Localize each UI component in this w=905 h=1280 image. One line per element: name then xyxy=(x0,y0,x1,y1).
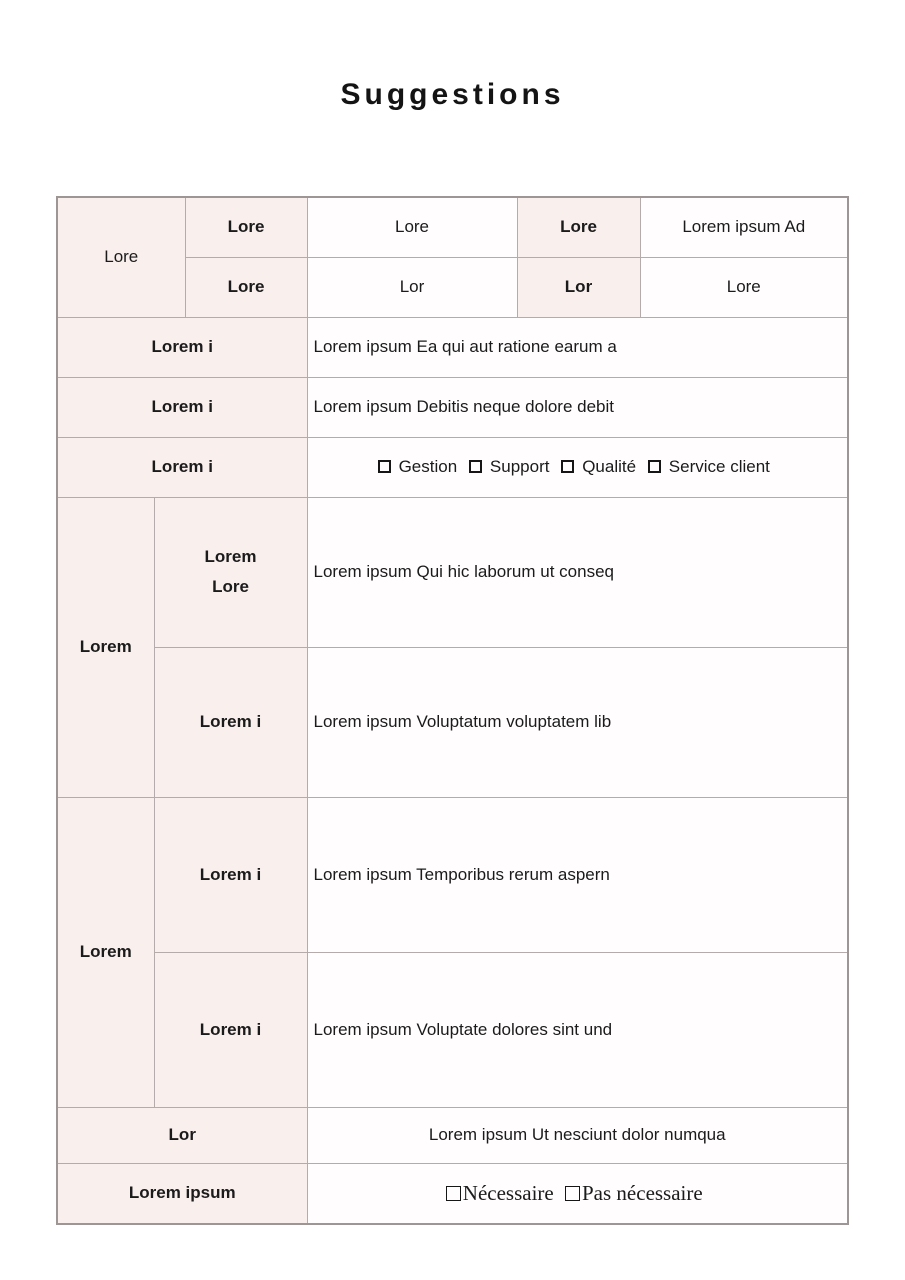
section-label-line: Lore xyxy=(212,577,249,596)
decision-option-label: Pas nécessaire xyxy=(582,1180,703,1205)
row-value-cell: Lorem ipsum Ea qui aut ratione earum a xyxy=(307,317,848,377)
section-group-cell: Lorem xyxy=(57,797,154,1107)
checkbox-qualite-icon[interactable] xyxy=(561,460,574,473)
checkbox-row xyxy=(57,437,848,497)
header-value-cell: Lore xyxy=(307,197,517,257)
section-row xyxy=(57,497,848,647)
header-label-cell: Lore xyxy=(185,257,307,317)
checkbox-option-label: Qualité xyxy=(582,457,637,476)
row-label-cell: Lorem ipsum xyxy=(57,1163,307,1224)
checkbox-service-client-icon[interactable] xyxy=(648,460,661,473)
section-label-cell xyxy=(154,497,307,647)
row-value-cell: Lorem ipsum Ut nesciunt dolor numqua xyxy=(307,1107,848,1163)
header-value-cell: Lore xyxy=(640,257,848,317)
checkbox-option-label: Support xyxy=(489,457,550,476)
decision-option-necessaire xyxy=(446,1181,554,1205)
table-row xyxy=(57,317,848,377)
checkbox-option-service-client xyxy=(648,457,770,476)
table-row xyxy=(57,1107,848,1163)
section-value-cell: Lorem ipsum Temporibus rerum aspern xyxy=(307,797,848,952)
header-label-cell: Lore xyxy=(517,197,640,257)
section-value-cell: Lorem ipsum Qui hic laborum ut conseq xyxy=(307,497,848,647)
checkbox-option-label: Service client xyxy=(668,457,770,476)
header-label-cell: Lor xyxy=(517,257,640,317)
header-corner-cell: Lore xyxy=(57,197,185,317)
row-label-cell: Lor xyxy=(57,1107,307,1163)
section-value-cell: Lorem ipsum Voluptatum voluptatem lib xyxy=(307,647,848,797)
table-row xyxy=(57,377,848,437)
checkbox-necessaire-icon[interactable] xyxy=(446,1186,461,1201)
checkbox-gestion-icon[interactable] xyxy=(378,460,391,473)
header-label-cell: Lore xyxy=(185,197,307,257)
decision-row xyxy=(57,1163,848,1224)
section-row xyxy=(57,647,848,797)
row-label-cell: Lorem i xyxy=(57,377,307,437)
checkbox-options-cell xyxy=(307,437,848,497)
decision-option-label: Nécessaire xyxy=(462,1180,554,1205)
section-label-cell: Lorem i xyxy=(154,952,307,1107)
row-value-cell: Lorem ipsum Debitis neque dolore debit xyxy=(307,377,848,437)
checkbox-support-icon[interactable] xyxy=(469,460,482,473)
checkbox-pas-necessaire-icon[interactable] xyxy=(565,1186,580,1201)
section-row xyxy=(57,797,848,952)
header-row-1 xyxy=(57,197,848,257)
section-label-cell: Lorem i xyxy=(154,647,307,797)
decision-option-pas-necessaire xyxy=(565,1181,703,1205)
checkbox-option-support xyxy=(469,457,550,476)
row-label-cell: Lorem i xyxy=(57,437,307,497)
section-group-cell: Lorem xyxy=(57,497,154,797)
row-label-cell: Lorem i xyxy=(57,317,307,377)
section-value-cell: Lorem ipsum Voluptate dolores sint und xyxy=(307,952,848,1107)
section-row xyxy=(57,952,848,1107)
section-label-line: Lorem xyxy=(204,547,257,566)
decision-options-cell xyxy=(307,1163,848,1224)
header-value-cell: Lorem ipsum Ad xyxy=(640,197,848,257)
header-value-cell: Lor xyxy=(307,257,517,317)
page-title: Suggestions xyxy=(340,78,565,111)
checkbox-option-qualite xyxy=(561,457,636,476)
checkbox-option-label: Gestion xyxy=(398,457,458,476)
suggestions-form-table xyxy=(56,196,849,1225)
section-label-cell: Lorem i xyxy=(154,797,307,952)
checkbox-option-gestion xyxy=(378,457,458,476)
